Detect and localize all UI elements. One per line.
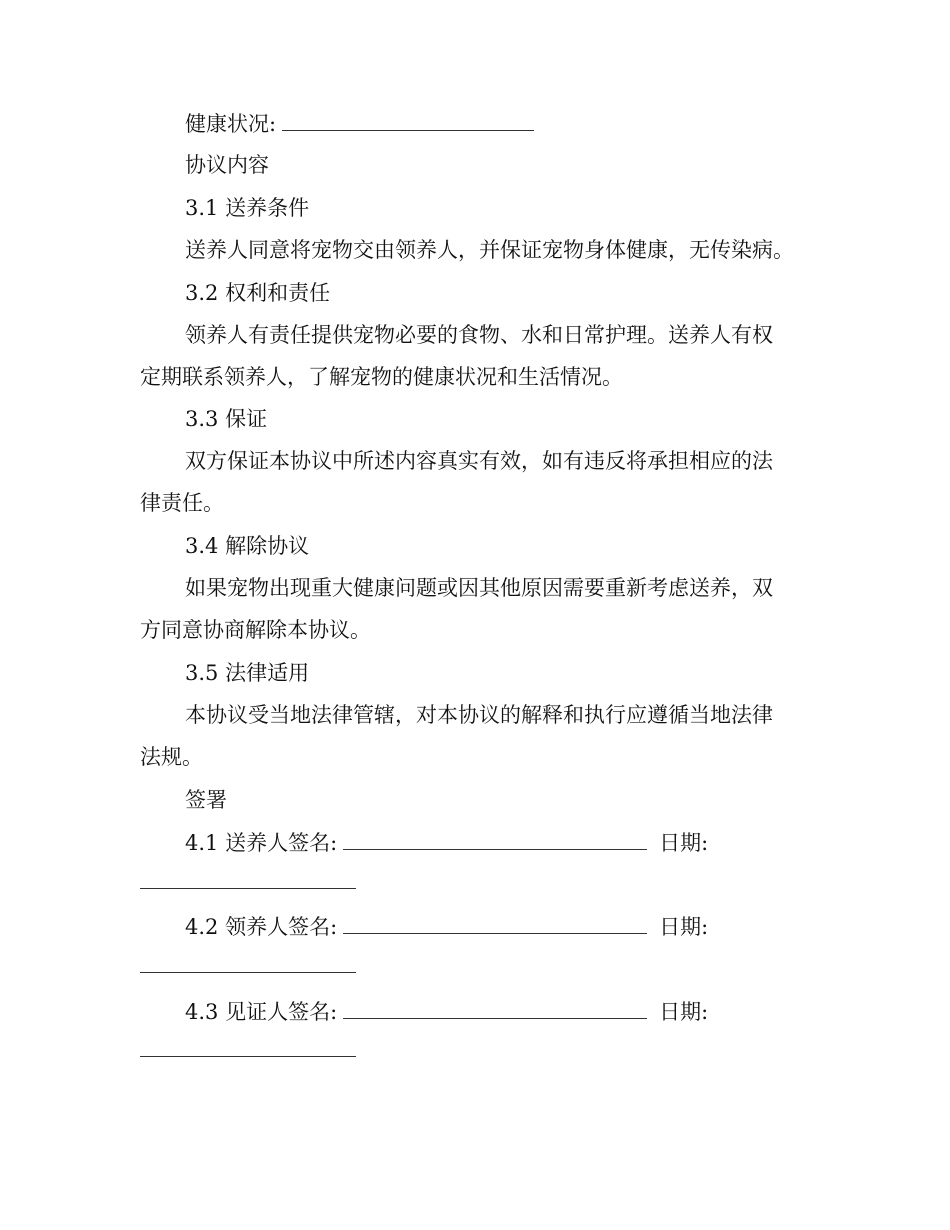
signature-1-blank[interactable] (343, 829, 647, 850)
date-3-label: 日期: (659, 1000, 709, 1024)
health-status-blank[interactable] (282, 110, 534, 131)
section-3-5-title: 3.5 法律适用 (185, 661, 310, 685)
date-1-label: 日期: (659, 831, 709, 855)
section-3-3-text-line1: 双方保证本协议中所述内容真实有效，如有违反将承担相应的法 (185, 449, 773, 473)
health-status-row (185, 110, 534, 137)
section-3-4-text-line2: 方同意协商解除本协议。 (140, 618, 371, 642)
section-3-4-text-line1: 如果宠物出现重大健康问题或因其他原因需要重新考虑送养，双 (185, 576, 773, 600)
section-3-2-text-line1: 领养人有责任提供宠物必要的食物、水和日常护理。送养人有权 (185, 323, 773, 347)
section-3-2-text-line2: 定期联系领养人，了解宠物的健康状况和生活情况。 (140, 365, 623, 389)
date-2-blank[interactable] (140, 952, 356, 973)
section-3-5-text-line2: 法规。 (140, 745, 203, 769)
heading-agreement: 协议内容 (185, 153, 269, 177)
section-3-3-title: 3.3 保证 (185, 407, 268, 431)
signature-3-label: 4.3 见证人签名: (185, 1000, 338, 1024)
section-3-1-title: 3.1 送养条件 (185, 196, 310, 220)
date-1-row (140, 868, 356, 895)
section-3-2-title: 3.2 权利和责任 (185, 281, 331, 305)
date-2-label: 日期: (659, 915, 709, 939)
signature-3-blank[interactable] (343, 998, 647, 1019)
signature-2-blank[interactable] (343, 913, 647, 934)
section-3-3-text-line2: 律责任。 (140, 491, 224, 515)
date-3-blank[interactable] (140, 1036, 356, 1057)
date-1-blank[interactable] (140, 868, 356, 889)
section-3-5-text-line1: 本协议受当地法律管辖，对本协议的解释和执行应遵循当地法律 (185, 703, 773, 727)
health-status-label: 健康状况: (185, 112, 277, 136)
heading-signing: 签署 (185, 788, 227, 812)
section-3-4-title: 3.4 解除协议 (185, 534, 310, 558)
date-2-row (140, 952, 356, 979)
signature-1-label: 4.1 送养人签名: (185, 831, 338, 855)
signature-row-1 (185, 829, 708, 856)
signature-2-label: 4.2 领养人签名: (185, 915, 338, 939)
section-3-1-text: 送养人同意将宠物交由领养人，并保证宠物身体健康，无传染病。 (185, 238, 794, 262)
date-3-row (140, 1036, 356, 1063)
signature-row-3 (185, 998, 708, 1025)
signature-row-2 (185, 913, 708, 940)
